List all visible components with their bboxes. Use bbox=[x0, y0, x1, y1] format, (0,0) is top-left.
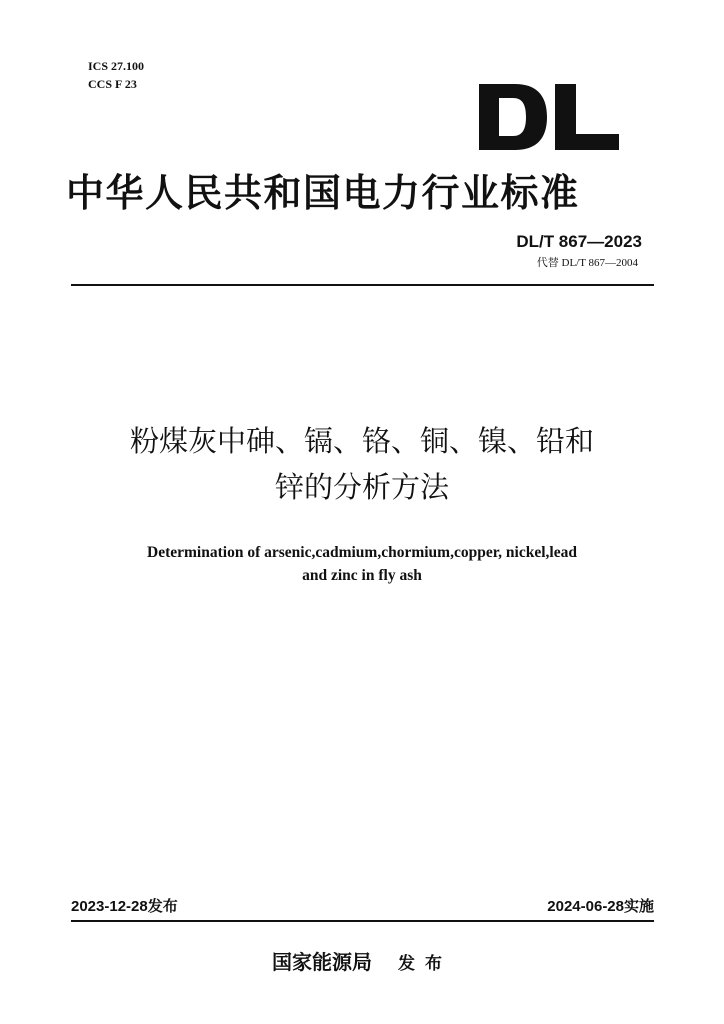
classification-codes bbox=[88, 57, 144, 93]
replaced-standard: 代替 DL/T 867—2004 bbox=[536, 257, 638, 269]
ccs-code: CCS F 23 bbox=[88, 77, 137, 91]
publisher-action: 发布 bbox=[398, 954, 452, 974]
title-chinese-line-2: 锌的分析方法 bbox=[274, 470, 449, 504]
standard-number: DL/T 867—2023 bbox=[516, 232, 642, 251]
title-chinese-line-1: 粉煤灰中砷、镉、铬、铜、镍、铅和 bbox=[129, 424, 594, 458]
ics-code: ICS 27.100 bbox=[88, 59, 145, 73]
publisher bbox=[0, 948, 724, 978]
dl-logo-letter-d bbox=[479, 84, 547, 150]
implementation-date: 2024-06-28实施 bbox=[547, 898, 654, 915]
header-rule bbox=[71, 284, 654, 286]
issue-date: 2023-12-28发布 bbox=[71, 898, 178, 915]
publisher-name: 国家能源局 bbox=[272, 950, 372, 974]
organization-title: 中华人民共和国电力行业标准 bbox=[66, 170, 580, 215]
dl-logo-letter-l bbox=[555, 84, 619, 150]
title-english-line-1: Determination of arsenic,cadmium,chormium,copper, nickel,lead bbox=[147, 544, 577, 561]
footer-rule bbox=[71, 920, 654, 922]
title-english-line-2: and zinc in fly ash bbox=[302, 567, 422, 584]
title-english bbox=[0, 541, 724, 587]
dl-logo bbox=[479, 84, 619, 150]
title-chinese bbox=[0, 418, 724, 510]
